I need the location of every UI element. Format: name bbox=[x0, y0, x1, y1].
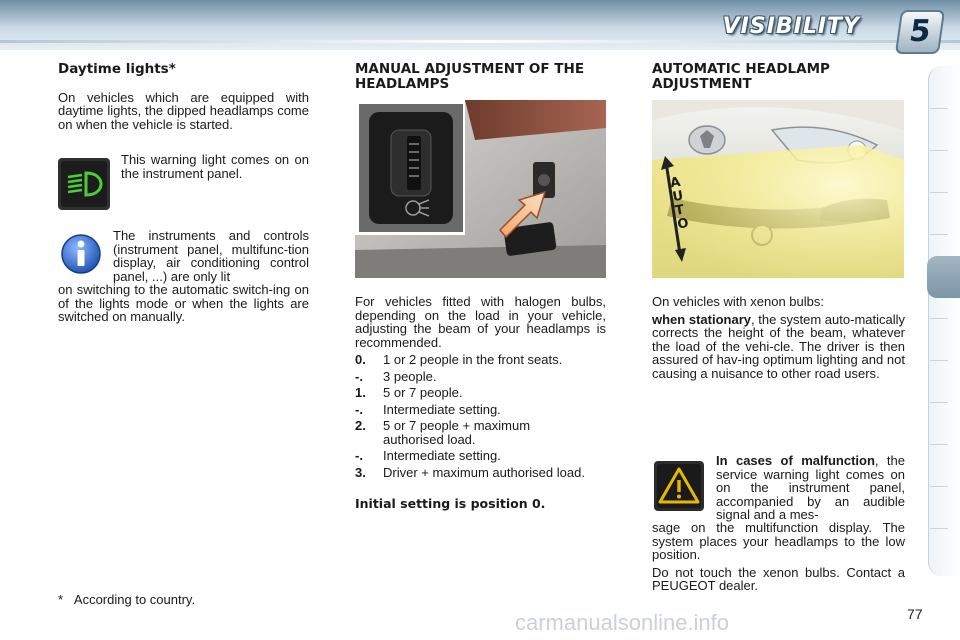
position-key: 1. bbox=[355, 385, 366, 400]
do-not-touch-warning: Do not touch the xenon bulbs. Contact a PEUGEOT dealer. bbox=[652, 564, 905, 593]
side-tab-current-chapter bbox=[927, 256, 960, 298]
daytime-lights-section bbox=[58, 62, 309, 131]
dipped-headlamp-warning-icon bbox=[58, 158, 110, 210]
side-tab-divider bbox=[930, 528, 948, 529]
stationary-paragraph bbox=[652, 313, 905, 381]
position-text: 1 or 2 people in the front seats. bbox=[383, 352, 563, 367]
manual-adjustment-heading: MANUAL ADJUSTMENT OF THE HEADLAMPS bbox=[355, 61, 585, 92]
position-key: 2. bbox=[355, 418, 366, 433]
footnote bbox=[58, 592, 195, 607]
position-item bbox=[355, 449, 606, 463]
malfunction-text-bottom: sage on the multifunction display. The system places your headlamps to the low position. bbox=[652, 520, 905, 562]
footnote-marker: * bbox=[58, 592, 64, 607]
position-item bbox=[355, 403, 606, 417]
header-divider bbox=[0, 40, 960, 43]
automatic-adjustment-section bbox=[652, 62, 905, 91]
position-item bbox=[355, 419, 606, 446]
side-tab-divider bbox=[930, 360, 948, 361]
xenon-intro: On vehicles with xenon bulbs: bbox=[652, 294, 824, 309]
side-tab-divider bbox=[930, 150, 948, 151]
manual-adjustment-intro: For vehicles fitted with halogen bulbs, depending on the load in your vehicle, adjusting the beam of your headlamps is recommended. bbox=[355, 294, 606, 350]
malfunction-paragraph-top bbox=[716, 454, 905, 522]
auto-label: AUTO bbox=[669, 174, 690, 233]
stationary-text: , the system auto-matically corrects the height of the beam, whatever the load of the vehi-cle. The driver is then assured of hav-ing optimum lighting and not causing a nuisance to other road users. bbox=[652, 311, 906, 381]
adjustment-positions-list bbox=[355, 353, 606, 479]
malfunction-lead: In cases of malfunction bbox=[716, 453, 875, 468]
position-text: 5 or 7 people. bbox=[383, 385, 463, 400]
position-key: -. bbox=[355, 368, 363, 384]
side-tab-divider bbox=[930, 318, 948, 319]
position-key: -. bbox=[355, 401, 363, 417]
position-key: 0. bbox=[355, 352, 366, 367]
position-key: -. bbox=[355, 448, 363, 463]
initial-setting-note: Initial setting is position 0. bbox=[355, 496, 546, 511]
side-tab-divider bbox=[930, 234, 948, 235]
stationary-lead: when stationary bbox=[652, 311, 752, 327]
position-text: Intermediate setting. bbox=[383, 448, 501, 463]
chapter-title: VISIBILITY bbox=[722, 14, 860, 39]
manual-adjustment-section bbox=[355, 62, 606, 91]
daytime-lights-intro: On vehicles which are equipped with daytime lights, the dipped headlamps come on when the vehicle is started. bbox=[58, 89, 309, 132]
chapter-number-badge: 5 bbox=[895, 10, 945, 54]
daytime-lights-heading: Daytime lights* bbox=[58, 61, 176, 77]
service-warning-icon bbox=[654, 461, 704, 511]
side-tab-divider bbox=[930, 444, 948, 445]
page-number: 77 bbox=[907, 606, 923, 622]
footnote-text: According to country. bbox=[73, 592, 196, 607]
position-item bbox=[355, 370, 606, 384]
position-item bbox=[355, 353, 606, 367]
position-item bbox=[355, 386, 606, 400]
info-icon bbox=[60, 233, 102, 275]
position-text: Intermediate setting. bbox=[383, 401, 501, 417]
position-text: 3 people. bbox=[383, 368, 437, 384]
malfunction-text-top: , the service warning light comes on on the instrument panel, accompanied by an audible signal and a mes- bbox=[716, 453, 905, 522]
position-key: 3. bbox=[355, 464, 366, 480]
car-headlamp-beam-photo bbox=[652, 100, 904, 278]
headlamp-adjuster-photo bbox=[355, 100, 606, 278]
position-text: 5 or 7 people + maximum authorised load. bbox=[383, 418, 531, 447]
chapter-side-tabs bbox=[928, 66, 960, 576]
side-tab-divider bbox=[930, 192, 948, 193]
automatic-adjustment-heading: AUTOMATIC HEADLAMP ADJUSTMENT bbox=[652, 61, 830, 92]
warning-light-description: This warning light comes on on the instrument panel. bbox=[121, 152, 309, 181]
position-item bbox=[355, 466, 606, 480]
side-tab-divider bbox=[930, 402, 948, 403]
watermark: carmanualsonline.info bbox=[515, 610, 730, 635]
side-tab-divider bbox=[930, 486, 948, 487]
info-note-top: The instruments and controls (instrument panel, multifunc-tion display, air conditioning control panel, ...) are only lit bbox=[113, 228, 309, 284]
info-note-bottom: on switching to the automatic switch-ing on of the lights mode or when the lights are switched on manually. bbox=[58, 282, 309, 324]
side-tab-divider bbox=[930, 108, 948, 109]
position-text: Driver + maximum authorised load. bbox=[383, 464, 585, 480]
